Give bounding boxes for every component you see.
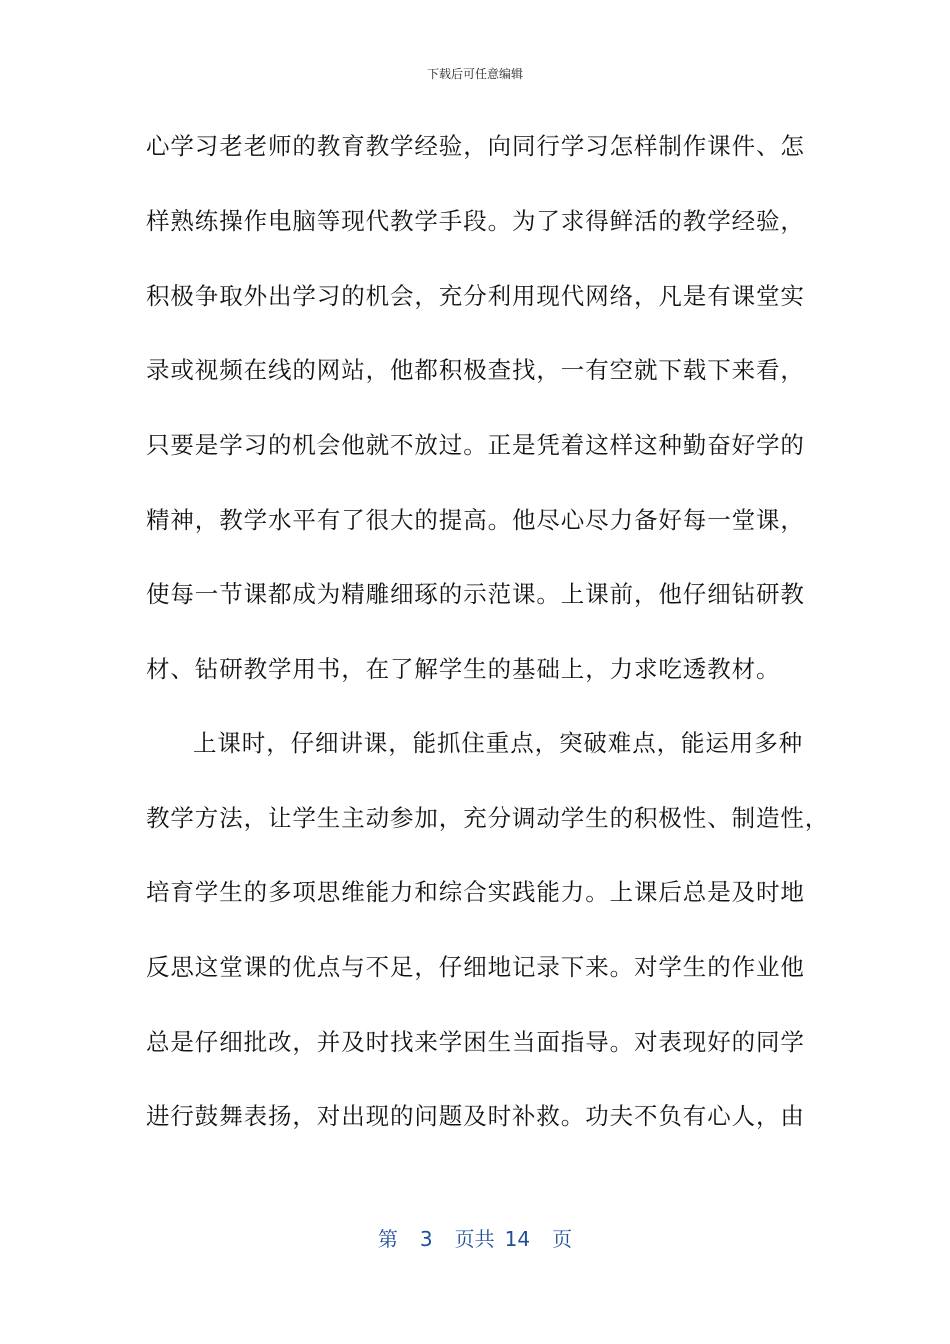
page-footer [0, 1226, 950, 1252]
footer-prefix: 第 [377, 1227, 398, 1251]
text-line: 录或视频在线的网站，他都积极查找，一有空就下载下来看， [146, 356, 805, 384]
text-line: 总是仔细批改，并及时找来学困生当面指导。对表现好的同学 [146, 1028, 805, 1056]
text-line: 只要是学习的机会他就不放过。正是凭着这样这种勤奋好学的 [146, 431, 805, 459]
text-line: 积极争取外出学习的机会，充分利用现代网络，凡是有课堂实 [146, 282, 805, 310]
footer-suffix: 页 [552, 1227, 573, 1251]
paragraph-first-line: 上课时，仔细讲课，能抓住重点，突破难点，能运用多种 [193, 729, 803, 757]
text-line: 材、钻研教学用书，在了解学生的基础上，力求吃透教材。 [146, 655, 781, 683]
text-line: 培育学生的多项思维能力和综合实践能力。上课后总是及时地 [146, 878, 805, 906]
footer-middle: 页共 [454, 1227, 495, 1251]
text-line: 精神，教学水平有了很大的提高。他尽心尽力备好每一堂课， [146, 506, 805, 534]
total-pages-number: 14 [504, 1227, 531, 1251]
text-line: 反思这堂课的优点与不足，仔细地记录下来。对学生的作业他 [146, 953, 805, 981]
current-page-number: 3 [419, 1227, 433, 1251]
text-line: 样熟练操作电脑等现代教学手段。为了求得鲜活的教学经验， [146, 207, 805, 235]
text-line: 使每一节课都成为精雕细琢的示范课。上课前，他仔细钻研教 [146, 580, 805, 608]
page-header: 下载后可任意编辑 [426, 67, 523, 81]
text-line: 教学方法，让学生主动参加，充分调动学生的积极性、制造性， [146, 804, 830, 832]
text-line: 心学习老老师的教育教学经验，向同行学习怎样制作课件、怎 [146, 132, 805, 160]
text-line: 进行鼓舞表扬，对出现的问题及时补救。功夫不负有心人，由 [146, 1102, 805, 1130]
